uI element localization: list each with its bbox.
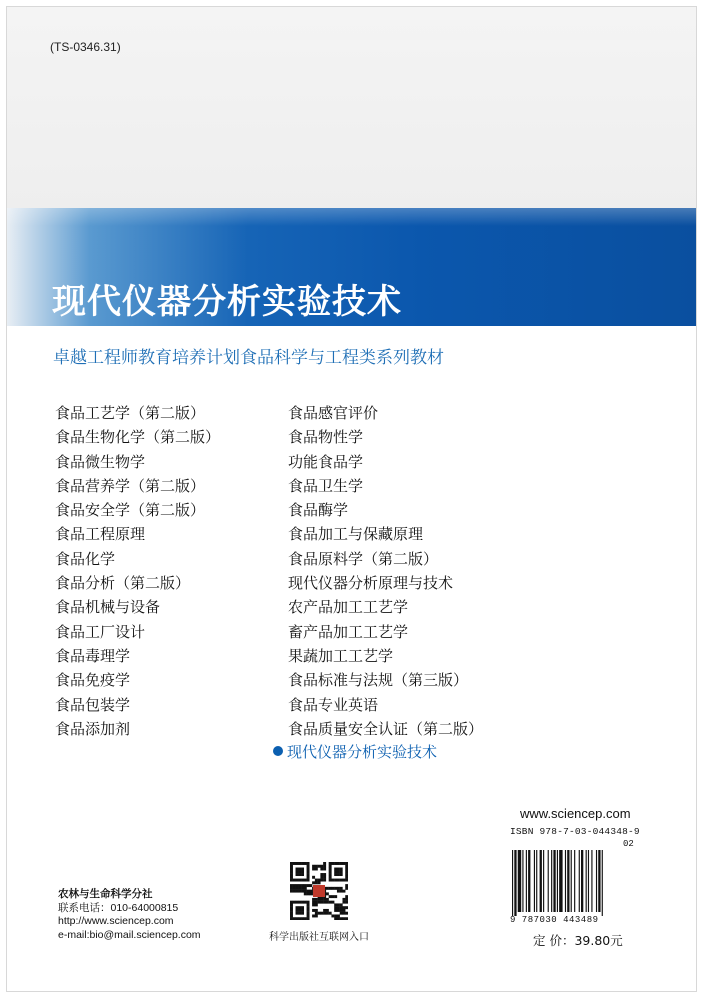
list-item: 农产品加工工艺学 [288,598,409,617]
list-item: 食品添加剂 [55,719,131,738]
list-item: 食品分析（第二版） [55,574,191,593]
book-title: 现代仪器分析实验技术 [52,282,402,322]
current-book-label: 现代仪器分析实验技术 [287,743,438,761]
list-item: 食品机械与设备 [55,598,161,617]
list-item: 食品毒理学 [55,646,131,665]
list-item: 食品生物化学（第二版） [55,428,221,447]
list-item: 食品包装学 [55,695,131,714]
qr-code-icon [290,862,348,920]
barcode-block [510,826,646,925]
current-book-item [273,742,437,762]
list-item: 食品原料学（第二版） [288,549,439,568]
list-item: 食品免疫学 [55,671,131,690]
list-item: 食品加工与保藏原理 [288,525,424,544]
list-item: 食品工程原理 [55,525,146,544]
publisher-email: e-mail:bio@mail.sciencep.com [58,928,201,941]
series-name: 卓越工程师教育培养计划食品科学与工程类系列教材 [53,348,444,368]
list-item: 功能食品学 [288,452,364,471]
list-item: 畜产品加工工艺学 [288,622,409,641]
book-list-right [288,401,483,741]
price: 定 价：39.80元 [533,933,623,948]
list-item: 食品质量安全认证（第二版） [288,719,484,738]
list-item: 食品卫生学 [288,476,364,495]
bullet-dot-icon [273,746,283,756]
publisher-info [58,888,201,942]
list-item: 食品感官评价 [288,404,379,422]
list-item: 食品专业英语 [288,695,379,714]
barcode-icon [510,850,646,916]
publisher-website: www.sciencep.com [520,806,631,821]
list-item: 食品酶学 [288,501,349,520]
publisher-url: http://www.sciencep.com [58,915,174,927]
list-item: 食品安全学（第二版） [55,501,206,520]
list-item: 食品微生物学 [55,452,146,471]
list-item: 现代仪器分析原理与技术 [288,574,454,593]
barcode-digits: 9 787030 443489 [510,915,599,925]
publisher-division: 农林与生命科学分社 [58,888,153,900]
list-item: 食品营养学（第二版） [55,476,206,495]
list-item: 食品化学 [55,549,116,568]
book-list-left [55,401,220,741]
isbn-text: ISBN 978-7-03-044348-9 [510,826,640,837]
list-item: 食品标准与法规（第三版） [288,671,469,690]
barcode-addon-code: 02 [623,839,634,849]
publisher-phone: 联系电话：010-64000815 [58,901,179,914]
catalog-code: (TS-0346.31) [50,40,121,54]
list-item: 食品物性学 [288,428,364,447]
list-item: 食品工艺学（第二版） [55,404,206,422]
list-item: 食品工厂设计 [55,622,146,641]
list-item: 果蔬加工工艺学 [288,646,394,665]
qr-caption: 科学出版社互联网入口 [269,932,369,943]
